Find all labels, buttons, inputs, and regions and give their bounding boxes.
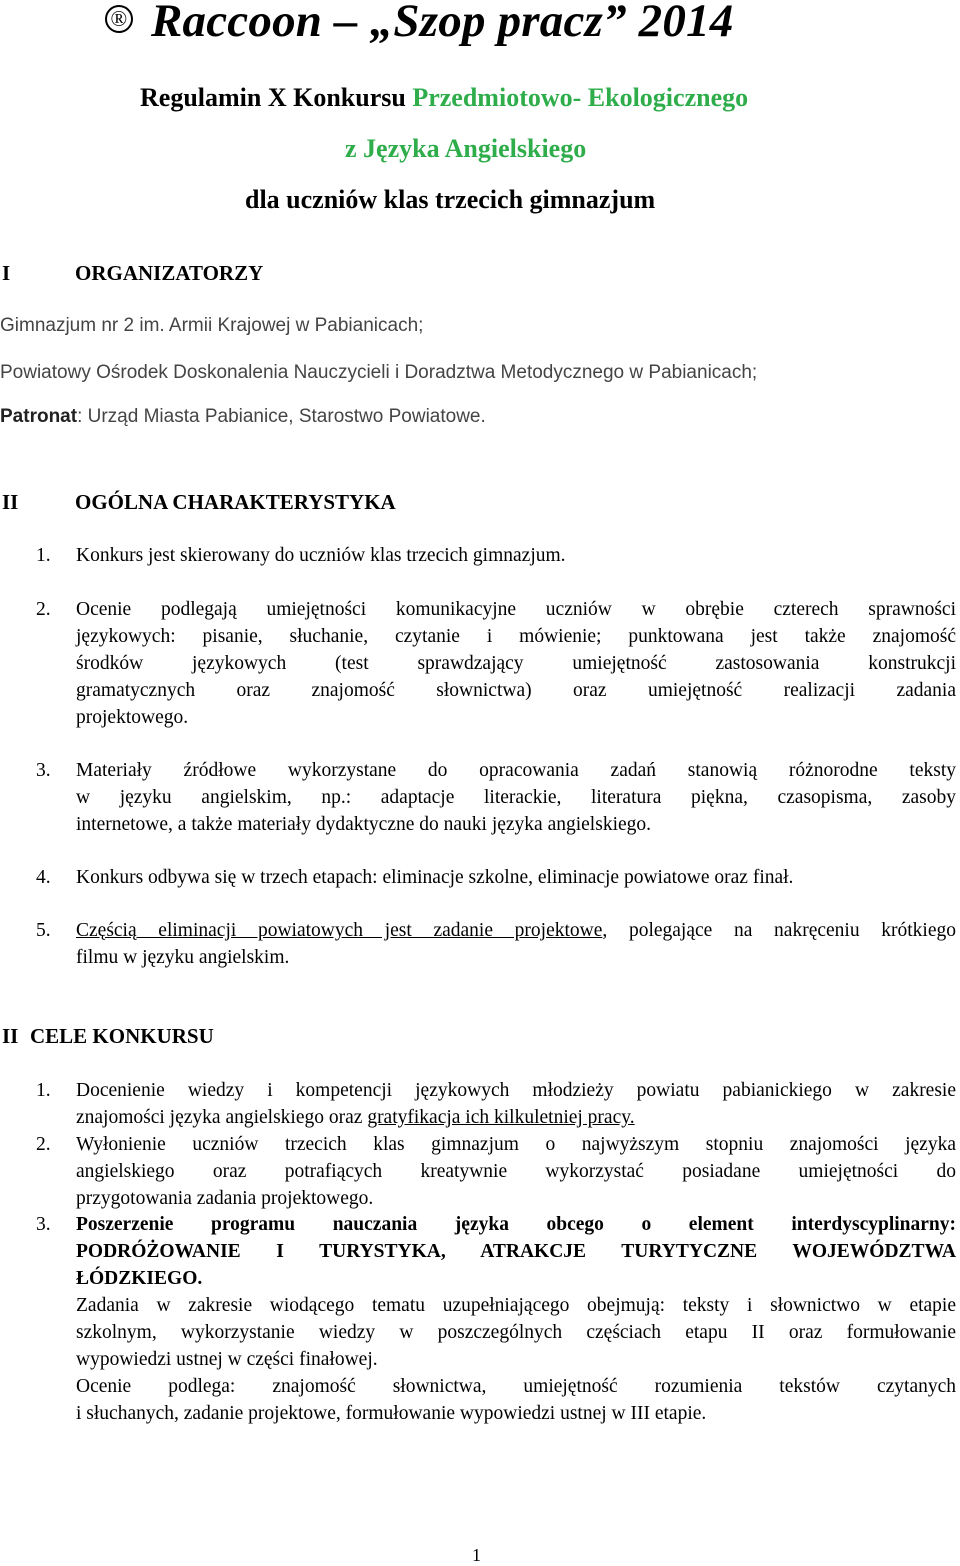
item-number: 3.	[36, 1214, 51, 1235]
item-text-plain: znajomości języka angielskiego oraz	[76, 1107, 368, 1128]
item-text-rest: , polegające na nakręceniu krótkiego	[602, 920, 956, 941]
item-text-line: w języku angielskim, np.: adaptacje literackie, literatura piękna, czasopisma, zasoby	[76, 787, 956, 808]
item-text-line	[76, 1104, 956, 1131]
item-text-line: środków językowych (test sprawdzający umiejętność zastosowania konstrukcji	[76, 653, 956, 674]
item-text-line: Docenienie wiedzy i kompetencji językowych młodzieży powiatu pabianickiego w zakresie	[76, 1080, 956, 1101]
subtitle-line-3: dla uczniów klas trzecich gimnazjum	[245, 185, 656, 214]
underlined-text: gratyfikacja ich kilkuletniej pracy.	[367, 1107, 635, 1128]
organizer-1: Gimnazjum nr 2 im. Armii Krajowej w Pabianicach;	[0, 315, 424, 336]
item-bold-line: Poszerzenie programu nauczania języka obcego o element interdyscyplinarny:	[76, 1214, 956, 1235]
item-text-line: internetowe, a także materiały dydaktyczne do nauki języka angielskiego.	[76, 814, 652, 835]
item-text-line: angielskiego oraz potrafiących kreatywnie wykorzystać posiadane umiejętności do	[76, 1161, 956, 1182]
subtitle-line-1	[140, 83, 748, 113]
item-number: 2.	[36, 599, 51, 620]
underlined-text: Częścią eliminacji powiatowych jest zadanie projektowe	[76, 920, 603, 941]
subtitle-line-2: z Języka Angielskiego	[345, 134, 587, 163]
item-number: 4.	[36, 867, 51, 888]
item-text-line: filmu w języku angielskim.	[76, 947, 290, 968]
item-text-line: szkolnym, wykorzystanie wiedzy w poszczególnych częściach etapu II oraz formułowanie	[76, 1322, 956, 1343]
item-text-line: projektowego.	[76, 707, 189, 728]
document-title	[105, 0, 733, 48]
item-bold-line: PODRÓŻOWANIE I TURYSTYKA, ATRAKCJE TURYTYCZNE WOJEWÓDZTWA	[76, 1241, 956, 1262]
item-text-line: i słuchanych, zadanie projektowe, formułowanie wypowiedzi ustnej w III etapie.	[76, 1403, 707, 1424]
item-text-line: Ocenie podlega: znajomość słownictwa, umiejętność rozumienia tekstów czytanych	[76, 1376, 956, 1397]
section-3-number: II	[2, 1024, 19, 1048]
item-number: 1.	[36, 1080, 51, 1101]
item-text-line: Ocenie podlegają umiejętności komunikacyjne uczniów w obrębie czterech sprawności	[76, 599, 956, 620]
item-text: Konkurs jest skierowany do uczniów klas trzecich gimnazjum.	[76, 545, 566, 566]
item-text-line: gramatycznych oraz znajomość słownictwa) oraz umiejętność realizacji zadania	[76, 680, 956, 701]
section-1-title: ORGANIZATORZY	[75, 261, 264, 285]
organizer-2: Powiatowy Ośrodek Doskonalenia Nauczycieli i Doradztwa Metodycznego w Pabianicach;	[0, 362, 758, 383]
section-3-title: CELE KONKURSU	[30, 1024, 214, 1048]
item-number: 5.	[36, 920, 51, 941]
item-number: 3.	[36, 760, 51, 781]
patronat-text: : Urząd Miasta Pabianice, Starostwo Powiatowe.	[77, 406, 486, 427]
item-text-line: Wyłonienie uczniów trzecich klas gimnazjum o najwyższym stopniu znajomości języka	[76, 1134, 956, 1155]
item-text: Konkurs odbywa się w trzech etapach: eliminacje szkolne, eliminacje powiatowe oraz finał.	[76, 867, 794, 888]
title-text: Raccoon – „Szop pracz” 2014	[151, 0, 734, 47]
item-bold-line: ŁÓDZKIEGO.	[76, 1268, 203, 1289]
patronat-label: Patronat	[0, 406, 78, 427]
item-text-line: Zadania w zakresie wiodącego tematu uzupełniającego obejmują: teksty i słownictwo w etapie	[76, 1295, 956, 1316]
subtitle-green: Przedmiotowo- Ekologicznego	[412, 83, 749, 112]
item-text-line: wypowiedzi ustnej w części finałowej.	[76, 1349, 378, 1370]
item-number: 1.	[36, 545, 51, 566]
item-text-line: językowych: pisanie, słuchanie, czytanie i mówienie; punktowana jest także znajomość	[76, 626, 956, 647]
section-1-number: I	[2, 261, 11, 285]
registered-mark: ®	[105, 5, 133, 33]
section-2-title: OGÓLNA CHARAKTERYSTYKA	[75, 490, 396, 514]
item-text-line	[76, 917, 956, 944]
item-text-line: Materiały źródłowe wykorzystane do opracowania zadań stanowią różnorodne teksty	[76, 760, 956, 781]
item-text-line: przygotowania zadania projektowego.	[76, 1188, 374, 1209]
patronat-line	[0, 403, 486, 430]
item-number: 2.	[36, 1134, 51, 1155]
section-2-number: II	[2, 490, 19, 514]
page-number: 1	[472, 1545, 481, 1565]
subtitle-black: Regulamin X Konkursu	[140, 83, 406, 112]
